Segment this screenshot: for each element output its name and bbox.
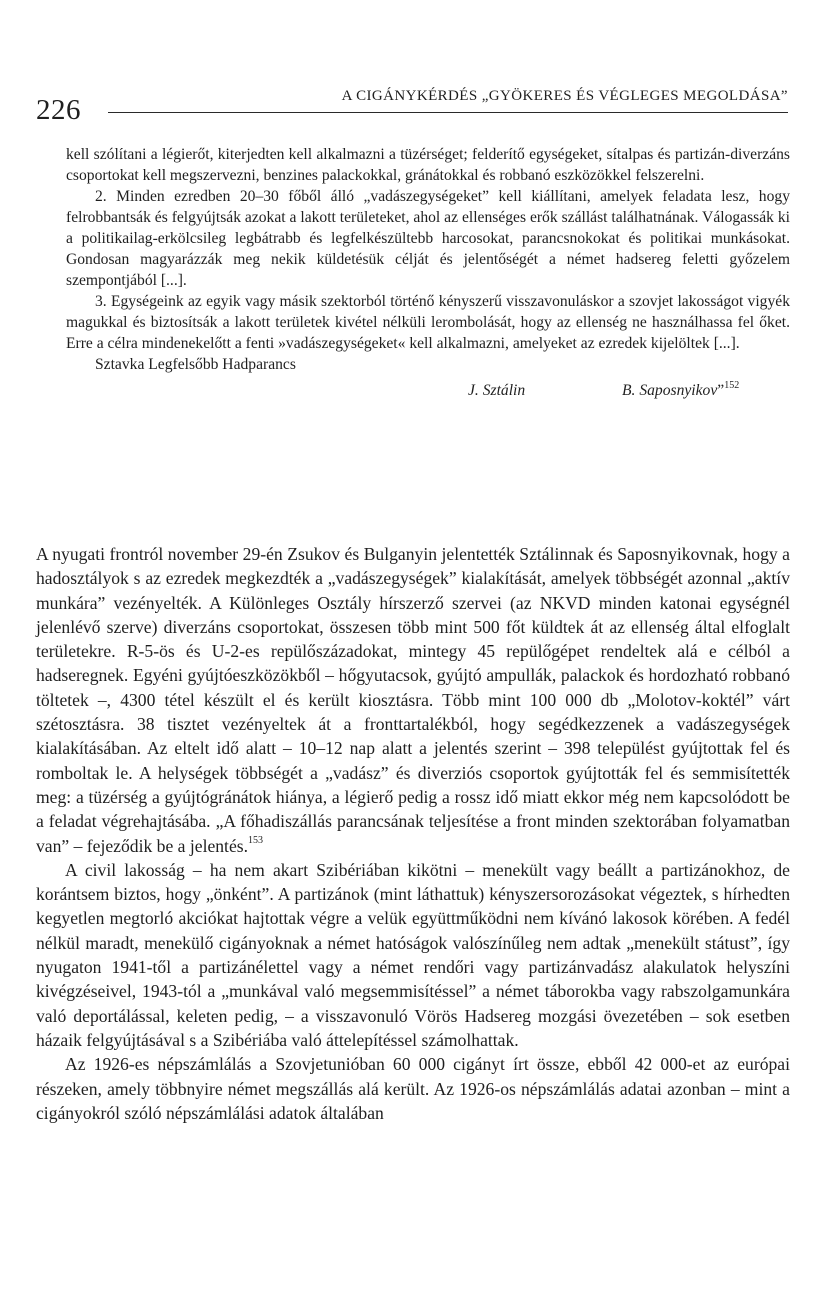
signer-stalin: J. Sztálin	[468, 382, 526, 399]
body-paragraph: A civil lakosság – ha nem akart Szibériában kikötni – menekült vagy beállt a partizánokhoz, de korántsem biztos, hogy „önként”. A partizánok (mint láthattuk) kényszersorozásokat végeztek, s hírhedten kegyetlen megtorló akciókat hajtottak végre a velük együttműködni nem kívánó lakosok körében. A fedél nélkül maradt, menekülő cigányoknak a német hatóságok valószínűleg nem adtak „menekült státust”, így nyugaton 1941-től a partizánélettel vagy a német rendőri vagy partizánvadász alakulatok helyszíni kivégzéseivel, 1943-tól a „munkával való megsemmisítéssel” a német táborokba vagy rabszolgamunkára való deportálással, keleten pedig, – a visszavonuló Vörös Hadsereg mozgási övezetében – sok esetben házaik felgyújtásával s a Szibériába való áttelepítéssel számolhattak.	[36, 859, 790, 1050]
running-title: A CIGÁNYKÉRDÉS „GYÖKERES ÉS VÉGLEGES MEGOLDÁSA”	[341, 88, 788, 104]
footnote-ref: 153	[248, 834, 264, 846]
quote-paragraph: kell szólítani a légierőt, kiterjedten kell alkalmazni a tüzérséget; felderítő egységeket, sítalpas és partizán-diverzáns csoportokat kell megszervezni, benzines palackokkal, gránátokkal és robbanó eszközökkel felszerelni.	[66, 146, 790, 184]
command-name: Sztavka Legfelsőbb Hadparancs	[95, 356, 296, 373]
page-header	[36, 88, 788, 126]
quote-paragraph: 2. Minden ezredben 20–30 főből álló „vadászegységeket” kell kiállítani, amelyek feladata lesz, hogy felrobbantsák és felgyújtsák azokat a lakott területeket, ahol az ellenséges erők szállást találhatnának. Válogassák ki a politikailag-erkölcsileg legbátrabb és legfelkészültebb harcosokat, parancsnokokat és politikai munkásokat. Gondosan magyarázzák meg nekik küldetésük célját és jelentőségét a német hadsereg feletti győzelem szempontjából [...].	[66, 188, 790, 289]
page-number: 226	[36, 94, 81, 126]
header-rule	[108, 112, 788, 113]
footnote-ref: 152	[724, 380, 740, 391]
body-paragraph: A nyugati frontról november 29-én Zsukov és Bulganyin jelentették Sztálinnak és Saposnyikovnak, hogy a hadosztályok s az ezredek megkezdték a „vadászegységek” kialakítását, amelyek többségét azonnal „aktív munkára” vezényelték. A Különleges Osztály hírszerző szervei (az NKVD minden katonai egységnél jelenlévő szerve) diverzáns csoportokat, összesen több mint 500 főt küldtek át az ellenség által elfoglalt területekre. R-5-ös és U-2-es repülőszázadokat, mintegy 45 repülőgépet rendeltek alá e célból a hadseregnek. Egyéni gyújtóeszközökből – hőgyutacsok, gyújtó ampullák, palackok és hordozható robbanó töltetek –, 4300 tétel készült el és került kiosztásra. Több mint 100 000 db „Molotov-koktél” várt szétosztásra. 38 tisztet vezényeltek át a fronttartalékból, hogy segédkezzenek a vadászegységek kialakításában. Az eltelt idő alatt – 10–12 nap alatt a jelentés szerint – 398 települést gyújtottak fel és romboltak le. A helységek többségét a „vadász” és diverziós csoportok gyújtották fel és semmisítették meg: a tüzérség a gyújtógránátok hiánya, a légierő pedig a rossz idő miatt ekkor még nem kapcsolódott be a feladat végrehajtásába. „A főhadiszállás parancsának teljesítése a front minden szektorában folyamatban van” – fejeződik be a jelentés.$^{153}$	[36, 544, 790, 856]
quote-paragraph: 3. Egységeink az egyik vagy másik szektorból történő kényszerű visszavonuláskor a szovjet lakosságot vigyék magukkal és biztosítsák a lakott területek kivétel nélküli lerombolását, hogy az ellenség ne használhassa fel őket. Erre a célra mindenekelőtt a fenti »vadászegységeket« kell alkalmazni, amelyeket az ezredek kijelöltek [...].	[66, 293, 790, 352]
body-paragraph: Az 1926-es népszámlálás a Szovjetunióban 60 000 cigányt írt össze, ebből 42 000-et az európai részeken, amely többnyire német megszállás alá került. Az 1926-os népszámlálás adatai azonban – mint a cigányokról szóló népszámlálási adatok általában	[36, 1054, 790, 1123]
body-text	[36, 542, 790, 1125]
quoted-order	[66, 144, 790, 404]
signature-line	[66, 378, 790, 404]
signer-saposnyikov: B. Saposnyikov”$^{152}$	[622, 380, 740, 399]
